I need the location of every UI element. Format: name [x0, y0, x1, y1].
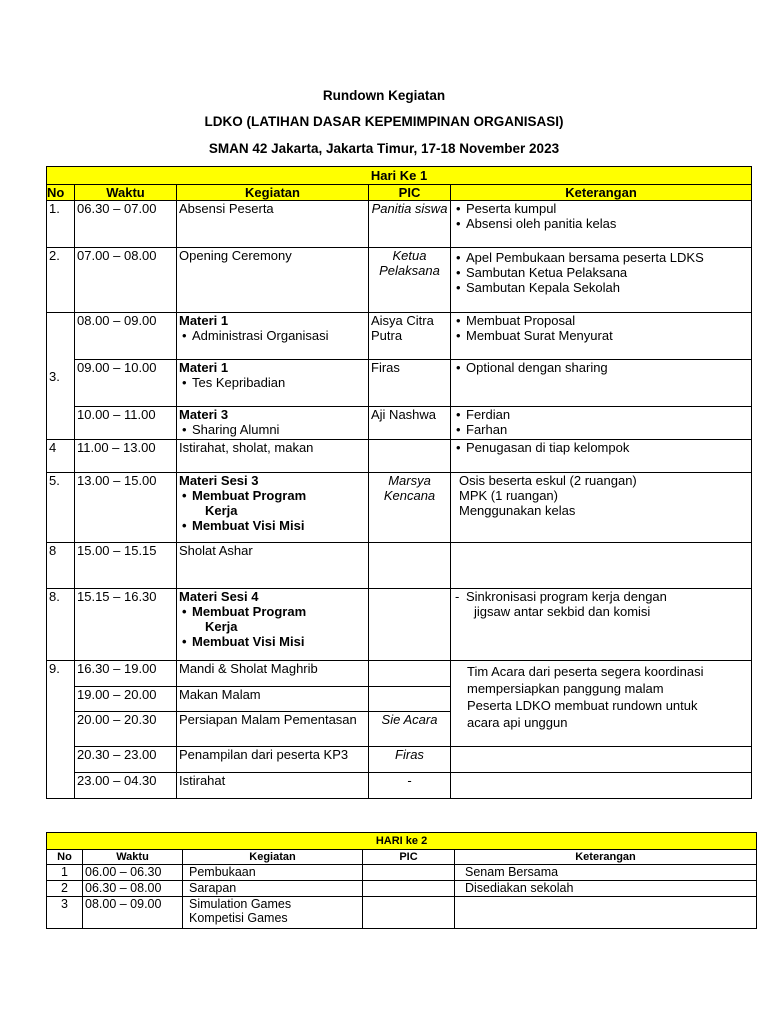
- list-item: [453, 589, 749, 619]
- row-keterangan: [451, 248, 752, 313]
- list-item: • Membuat Visi Misi: [179, 634, 366, 649]
- note-line: MPK (1 ruangan): [459, 488, 558, 503]
- list-item: • Sambutan Ketua Pelaksana: [453, 265, 749, 280]
- table-row: [47, 248, 752, 313]
- row-waktu: 19.00 – 20.00: [75, 687, 177, 712]
- row-waktu: 13.00 – 15.00: [75, 473, 177, 543]
- list-item: [179, 604, 366, 634]
- row-no: 3: [47, 897, 83, 929]
- header-kegiatan: Kegiatan: [177, 185, 369, 201]
- row-no: 2.: [47, 248, 75, 313]
- row-keterangan: [451, 440, 752, 473]
- row-waktu: 06.30 – 08.00: [83, 881, 183, 897]
- row-kegiatan: Mandi & Sholat Maghrib: [177, 661, 369, 687]
- row-keterangan: [451, 201, 752, 248]
- row-kegiatan: Makan Malam: [177, 687, 369, 712]
- row-kegiatan: [177, 473, 369, 543]
- row-pic: [369, 589, 451, 661]
- row-waktu: 11.00 – 13.00: [75, 440, 177, 473]
- row-no: 5.: [47, 473, 75, 543]
- row-pic: [369, 440, 451, 473]
- row-kegiatan: [183, 897, 363, 929]
- day1-band: Hari Ke 1: [47, 167, 752, 185]
- row-pic: Sie Acara: [369, 712, 451, 747]
- item-text: Membuat Program: [192, 604, 307, 619]
- header-waktu: Waktu: [75, 185, 177, 201]
- list-item: • Ferdian: [453, 407, 749, 422]
- row-no: 1: [47, 865, 83, 881]
- materi-title: Materi 1: [179, 313, 229, 328]
- row-kegiatan: Istirahat: [177, 773, 369, 799]
- row-no: 2: [47, 881, 83, 897]
- row-keterangan: Disediakan sekolah: [455, 881, 757, 897]
- row-pic: Aji Nashwa: [369, 407, 451, 440]
- row-keterangan: [451, 589, 752, 661]
- table-row: [47, 407, 752, 440]
- header-waktu: Waktu: [83, 850, 183, 865]
- row-waktu: 08.00 – 09.00: [83, 897, 183, 929]
- row-pic: -: [369, 773, 451, 799]
- row-pic: Firas: [369, 360, 451, 407]
- list-item: • Penugasan di tiap kelompok: [453, 440, 749, 455]
- table-row: [47, 897, 757, 929]
- list-item: • Absensi oleh panitia kelas: [453, 216, 749, 231]
- list-item: • Peserta kumpul: [453, 201, 749, 216]
- table-row: [47, 440, 752, 473]
- row-waktu: 23.00 – 04.30: [75, 773, 177, 799]
- row-waktu: 15.00 – 15.15: [75, 543, 177, 589]
- note-line: Menggunakan kelas: [459, 503, 576, 518]
- header-no: No: [47, 850, 83, 865]
- row-kegiatan: [177, 360, 369, 407]
- list-item: • Sharing Alumni: [179, 422, 366, 437]
- list-item: • Optional dengan sharing: [453, 360, 749, 375]
- note-line: Osis beserta eskul (2 ruangan): [459, 473, 637, 488]
- row-kegiatan: Istirahat, sholat, makan: [177, 440, 369, 473]
- row-waktu: 08.00 – 09.00: [75, 313, 177, 360]
- activity-line: Kompetisi Games: [189, 911, 288, 925]
- materi-title: Materi Sesi 3: [179, 473, 259, 488]
- header-keterangan: Keterangan: [451, 185, 752, 201]
- row-pic: Ketua Pelaksana: [369, 248, 451, 313]
- table-row: [47, 589, 752, 661]
- list-item: • Farhan: [453, 422, 749, 437]
- item-text-cont: Kerja: [205, 619, 238, 634]
- row-kegiatan: [177, 313, 369, 360]
- list-item: • Membuat Proposal: [453, 313, 749, 328]
- table-row: [47, 201, 752, 248]
- row-kegiatan: Persiapan Malam Pementasan: [177, 712, 369, 747]
- materi-title: Materi 1: [179, 360, 229, 375]
- row-waktu: 07.00 – 08.00: [75, 248, 177, 313]
- row-pic: [369, 543, 451, 589]
- document-location-date: SMAN 42 Jakarta, Jakarta Timur, 17-18 November 2023: [208, 141, 560, 156]
- header-pic: PIC: [369, 185, 451, 201]
- row-no: 9.: [47, 661, 75, 799]
- row-no: 3.: [47, 313, 75, 440]
- row-kegiatan: Absensi Peserta: [177, 201, 369, 248]
- row-keterangan: [451, 747, 752, 773]
- list-item: • Apel Pembukaan bersama peserta LDKS: [453, 250, 749, 265]
- document-subtitle: LDKO (LATIHAN DASAR KEPEMIMPINAN ORGANISASI): [204, 114, 564, 129]
- row-keterangan: [451, 360, 752, 407]
- table-row: [47, 747, 752, 773]
- row-pic: Marsya Kencana: [369, 473, 451, 543]
- row-kegiatan: Sarapan: [183, 881, 363, 897]
- row-kegiatan: Penampilan dari peserta KP3: [177, 747, 369, 773]
- note-line: Peserta LDKO membuat rundown untuk acara api unggun: [467, 698, 698, 730]
- materi-title: Materi Sesi 4: [179, 589, 259, 604]
- row-pic: [369, 661, 451, 687]
- row-waktu: 06.30 – 07.00: [75, 201, 177, 248]
- row-no: 8.: [47, 589, 75, 661]
- row-keterangan: [451, 661, 752, 747]
- row-waktu: 15.15 – 16.30: [75, 589, 177, 661]
- row-kegiatan: Pembukaan: [183, 865, 363, 881]
- header-no: No: [47, 185, 75, 201]
- header-kegiatan: Kegiatan: [183, 850, 363, 865]
- row-waktu: 20.00 – 20.30: [75, 712, 177, 747]
- list-item: • Sambutan Kepala Sekolah: [453, 280, 749, 295]
- list-item: • Membuat Surat Menyurat: [453, 328, 749, 343]
- day1-table: [46, 166, 752, 799]
- header-pic: PIC: [363, 850, 455, 865]
- row-kegiatan: Opening Ceremony: [177, 248, 369, 313]
- table-row: [47, 360, 752, 407]
- row-kegiatan: [177, 589, 369, 661]
- row-waktu: 10.00 – 11.00: [75, 407, 177, 440]
- list-item: [179, 488, 366, 518]
- table-row: [47, 881, 757, 897]
- row-keterangan: [451, 407, 752, 440]
- row-waktu: 06.00 – 06.30: [83, 865, 183, 881]
- table-row: [47, 865, 757, 881]
- document-title: Rundown Kegiatan: [322, 88, 446, 103]
- row-pic: [369, 687, 451, 712]
- row-waktu: 16.30 – 19.00: [75, 661, 177, 687]
- day2-band: HARI ke 2: [47, 833, 757, 850]
- row-pic: [363, 897, 455, 929]
- row-keterangan: Senam Bersama: [455, 865, 757, 881]
- row-pic: Aisya Citra Putra: [369, 313, 451, 360]
- list-item: • Membuat Visi Misi: [179, 518, 366, 533]
- row-pic: Firas: [369, 747, 451, 773]
- row-keterangan: [451, 473, 752, 543]
- row-kegiatan: Sholat Ashar: [177, 543, 369, 589]
- note-line: Tim Acara dari peserta segera koordinasi mempersiapkan panggung malam: [467, 664, 704, 696]
- item-text: Membuat Program: [192, 488, 307, 503]
- row-keterangan: [451, 773, 752, 799]
- table-row: [47, 313, 752, 360]
- item-text-cont: Kerja: [205, 503, 238, 518]
- list-item: • Administrasi Organisasi: [179, 328, 366, 343]
- table-row: [47, 661, 752, 687]
- row-no: 1.: [47, 201, 75, 248]
- materi-title: Materi 3: [179, 407, 229, 422]
- day2-table: [46, 832, 757, 929]
- row-kegiatan: [177, 407, 369, 440]
- row-pic: [363, 881, 455, 897]
- row-keterangan: [451, 543, 752, 589]
- row-waktu: 20.30 – 23.00: [75, 747, 177, 773]
- item-text: Sinkronisasi program kerja dengan: [466, 589, 667, 604]
- row-no: 4: [47, 440, 75, 473]
- row-pic: [363, 865, 455, 881]
- activity-line: Simulation Games: [189, 897, 292, 911]
- list-item: • Tes Kepribadian: [179, 375, 366, 390]
- row-no: 8: [47, 543, 75, 589]
- row-keterangan: [451, 313, 752, 360]
- item-text-cont: jigsaw antar sekbid dan komisi: [474, 604, 651, 619]
- table-row: [47, 773, 752, 799]
- row-pic: Panitia siswa: [369, 201, 451, 248]
- row-keterangan: [455, 897, 757, 929]
- table-row: [47, 473, 752, 543]
- header-keterangan: Keterangan: [455, 850, 757, 865]
- table-row: [47, 543, 752, 589]
- row-waktu: 09.00 – 10.00: [75, 360, 177, 407]
